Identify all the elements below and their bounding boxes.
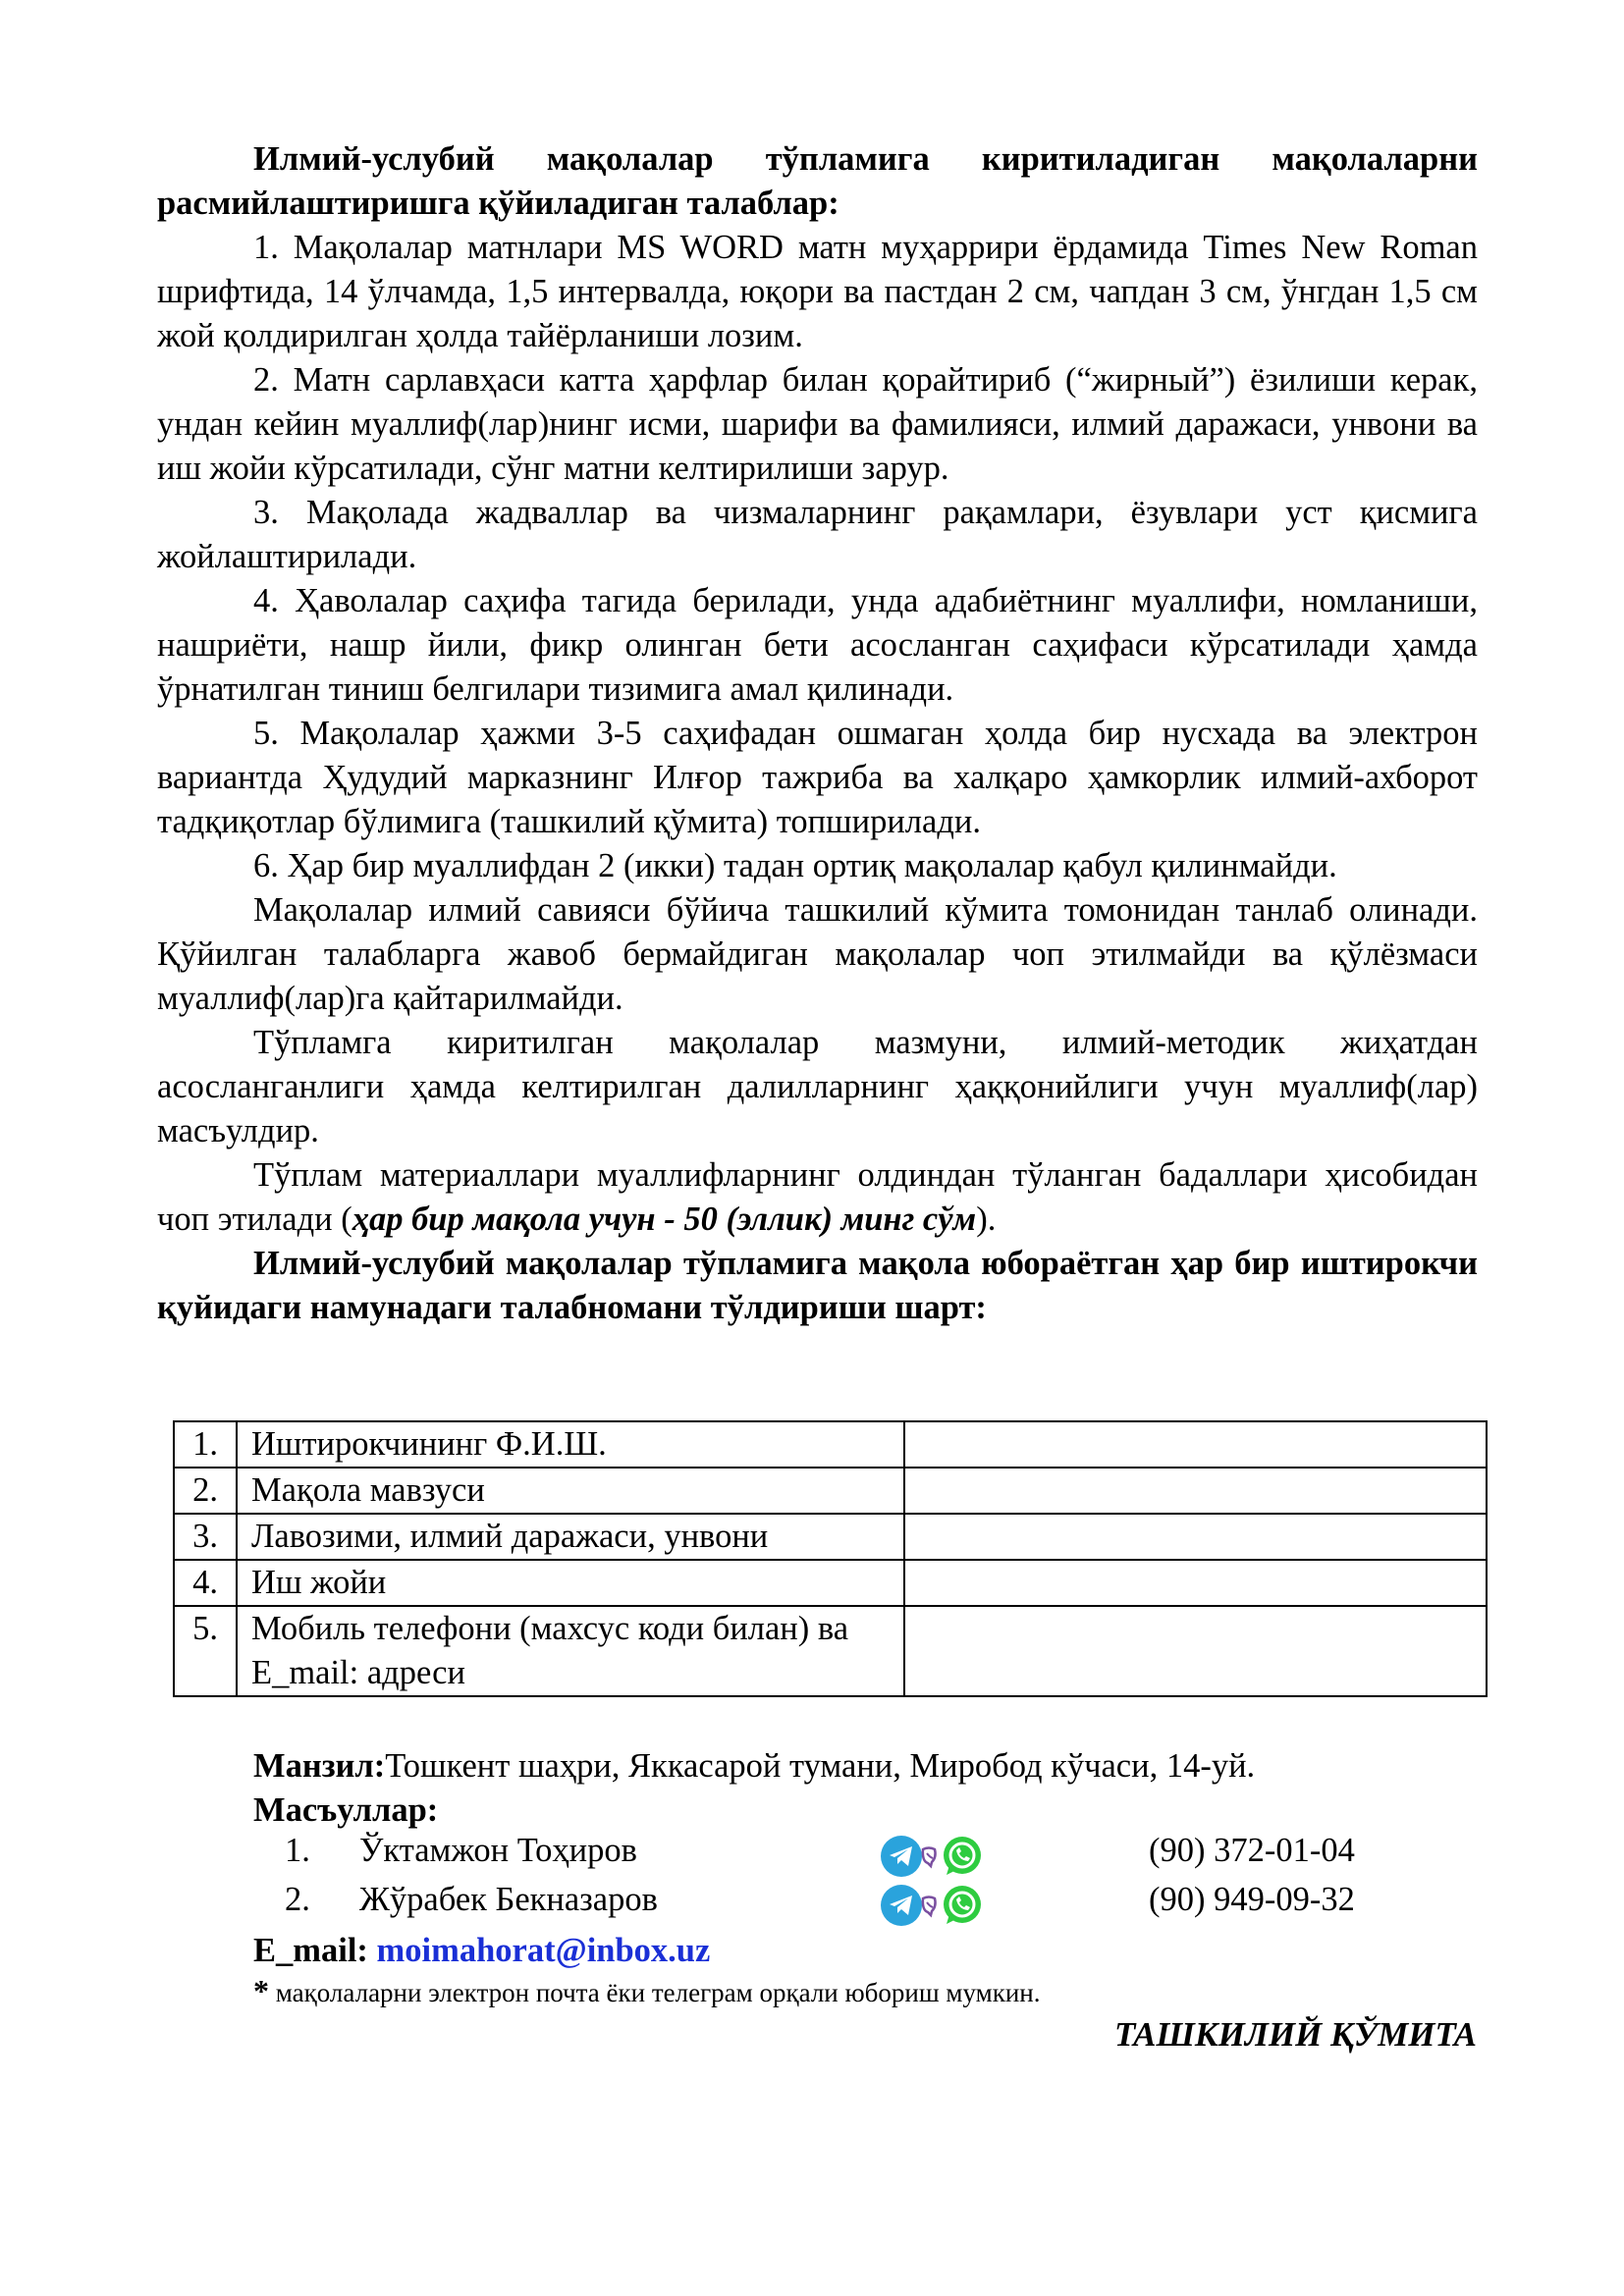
table-row (174, 1514, 1487, 1560)
row-label: Мобиль телефони (махсус коди билан) ва E_mail: адреси (237, 1606, 904, 1696)
responsible-label: Масъуллар: (253, 1791, 439, 1829)
row-label: Лавозими, илмий даражаси, унвони (237, 1514, 904, 1560)
person-phone: (90) 949-09-32 (1149, 1881, 1355, 1918)
table-row (174, 1421, 1487, 1468)
row-number: 4. (174, 1560, 237, 1606)
row-number: 1. (174, 1421, 237, 1468)
payment-close: ). (976, 1201, 997, 1238)
address-text: Тошкент шаҳри, Яккасарой тумани, Миробод кўчаси, 14-уй. (385, 1747, 1256, 1785)
whatsapp-icon (944, 1886, 981, 1924)
requirement-3: 3. Мақолада жадваллар ва чизмаларнинг рақамлари, ёзувлари уст қисмига жойлаштирилади. (157, 494, 1478, 575)
email-line (253, 1929, 710, 1973)
row-value-cell[interactable] (904, 1560, 1487, 1606)
application-heading: Илмий-услубий мақолалар тўпламига мақола юбораётган ҳар бир иштирокчи қуйидаги намунадаги талабномани тўлдириши шарт: (157, 1245, 1478, 1326)
telegram-icon (881, 1885, 922, 1926)
person-name: Ўктамжон Тоҳиров (359, 1832, 637, 1869)
table-row (174, 1560, 1487, 1606)
email-link[interactable]: moimahorat@inbox.uz (376, 1932, 711, 1969)
person-number: 1. (285, 1832, 310, 1869)
requirement-5: 5. Мақолалар ҳажми 3-5 саҳифадан ошмаган ҳолда бир нусхада ва электрон вариантда Ҳудудий марказнинг Илғор тажриба ва халқаро ҳамкорлик илмий-ахборот тадқиқотлар бўлимига (ташкилий қўмита) топширилади. (157, 715, 1478, 840)
requirements-section (157, 137, 1478, 1330)
email-label: E_mail: (253, 1932, 368, 1969)
messenger-icons (880, 1883, 988, 1928)
whatsapp-icon (944, 1837, 981, 1875)
requirement-1: 1. Мақолалар матнлари MS WORD матн муҳаррири ёрдамида Times New Roman шрифтида, 14 ўлчамда, 1,5 интервалда, юқори ва пастдан 2 см, чапдан 3 см, ўнгдан 1,5 см жой қолдирилган ҳолда тайёрланиши лозим. (157, 229, 1478, 354)
row-number: 2. (174, 1468, 237, 1514)
viber-icon (923, 1848, 936, 1867)
telegram-icon (881, 1836, 922, 1877)
signature: ТАШКИЛИЙ ҚЎМИТА (1113, 2015, 1477, 2054)
requirement-4: 4. Ҳаволалар саҳифа тагида берилади, унда адабиётнинг муаллифи, номланиши, нашриёти, нашр йили, фикр олинган бети асосланган саҳифаси кўрсатилади ҳамда ўрнатилган тиниш белгилари тизимига амал қилинади. (157, 582, 1478, 708)
row-value-cell[interactable] (904, 1514, 1487, 1560)
application-form-table (173, 1420, 1488, 1697)
responsible-person-1 (285, 1832, 1384, 1881)
requirement-6: 6. Ҳар бир муаллифдан 2 (икки) тадан ортиқ мақолалар қабул қилинмайди. (253, 847, 1337, 884)
responsible-person-2 (285, 1881, 1384, 1930)
row-label: Иш жойи (237, 1560, 904, 1606)
responsibility-paragraph: Тўпламга киритилган мақолалар мазмуни, илмий-методик жиҳатдан асосланганлиги ҳамда келтирилган далилларнинг ҳаққонийлиги учун муаллиф(лар) масъулдир. (157, 1024, 1478, 1149)
row-number: 3. (174, 1514, 237, 1560)
requirement-2: 2. Матн сарлавҳаси катта ҳарфлар билан қорайтириб (“жирный”) ёзилиши керак, ундан кейин муаллиф(лар)нинг исми, шарифи ва фамилияси, илмий даражаси, унвони ва иш жойи кўрсатилади, сўнг матни келтирилиши зарур. (157, 361, 1478, 487)
person-phone: (90) 372-01-04 (1149, 1832, 1355, 1869)
row-value-cell[interactable] (904, 1421, 1487, 1468)
requirements-heading: Илмий-услубий мақолалар тўпламига киритиладиган мақолаларни расмийлаштиришга қўйиладиган талаблар: (157, 140, 1478, 222)
payment-text: Тўплам материаллари муаллифларнинг олдиндан тўланган бадаллари ҳисобидан чоп этилади ( (157, 1156, 1478, 1238)
person-name: Жўрабек Бекназаров (359, 1881, 658, 1918)
row-label: Мақола мавзуси (237, 1468, 904, 1514)
row-value-cell[interactable] (904, 1468, 1487, 1514)
payment-paragraph (157, 1153, 1478, 1242)
footnote (253, 1973, 1040, 2009)
person-number: 2. (285, 1881, 310, 1918)
row-value-cell[interactable] (904, 1606, 1487, 1696)
address-label: Манзил: (253, 1747, 386, 1785)
table-row (174, 1606, 1487, 1696)
footnote-star: * (253, 1973, 269, 2008)
table-row (174, 1468, 1487, 1514)
viber-icon (923, 1897, 936, 1916)
payment-emphasis: ҳар бир мақола учун - 50 (эллик) минг сўм (352, 1201, 977, 1238)
row-number: 5. (174, 1606, 237, 1696)
messenger-icons (880, 1834, 988, 1879)
address-line (253, 1744, 1255, 1789)
row-label: Иштирокчининг Ф.И.Ш. (237, 1421, 904, 1468)
selection-paragraph: Мақолалар илмий савияси бўйича ташкилий кўмита томонидан танлаб олинади. Қўйилган талабларга жавоб бермайдиган мақолалар чоп этилмайди ва қўлёзмаси муаллиф(лар)га қайтарилмайди. (157, 891, 1478, 1017)
footnote-text: мақолаларни электрон почта ёки телеграм орқали юбориш мумкин. (275, 1978, 1041, 2007)
